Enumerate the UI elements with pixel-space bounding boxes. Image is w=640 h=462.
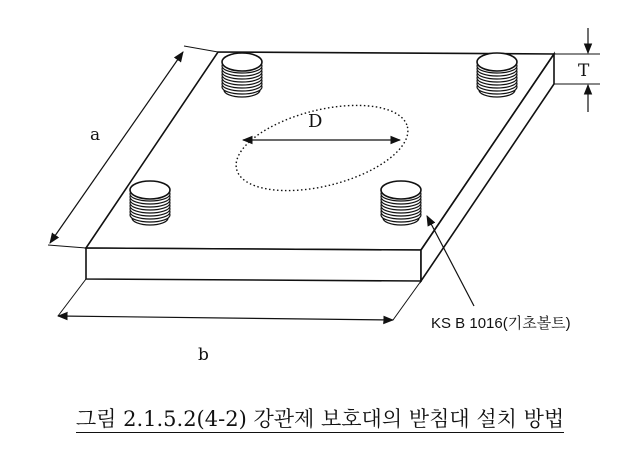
- anchor-bolt-back-right: [477, 53, 517, 97]
- dimension-b-extension-right: [393, 281, 421, 320]
- label-t: T: [578, 61, 590, 81]
- figure-caption: [0, 403, 640, 433]
- dimension-a-extension-top: [184, 46, 218, 52]
- anchor-bolt-front-right: [381, 181, 421, 225]
- label-b: b: [198, 345, 209, 365]
- dimension-b-arrow: [58, 316, 393, 320]
- dimension-a-extension-bottom: [48, 245, 86, 248]
- figure-caption-text: 그림 2.1.5.2(4-2) 강관제 보호대의 받침대 설치 방법: [75, 407, 565, 431]
- plate-front-face: [86, 248, 421, 281]
- label-bolt-spec: KS B 1016(기초볼트): [431, 315, 571, 332]
- anchor-bolt-back-left: [222, 53, 262, 97]
- label-a: a: [90, 125, 101, 145]
- dimension-b-extension-left: [58, 279, 86, 316]
- anchor-bolt-front-left: [130, 181, 170, 225]
- label-d: D: [308, 111, 323, 132]
